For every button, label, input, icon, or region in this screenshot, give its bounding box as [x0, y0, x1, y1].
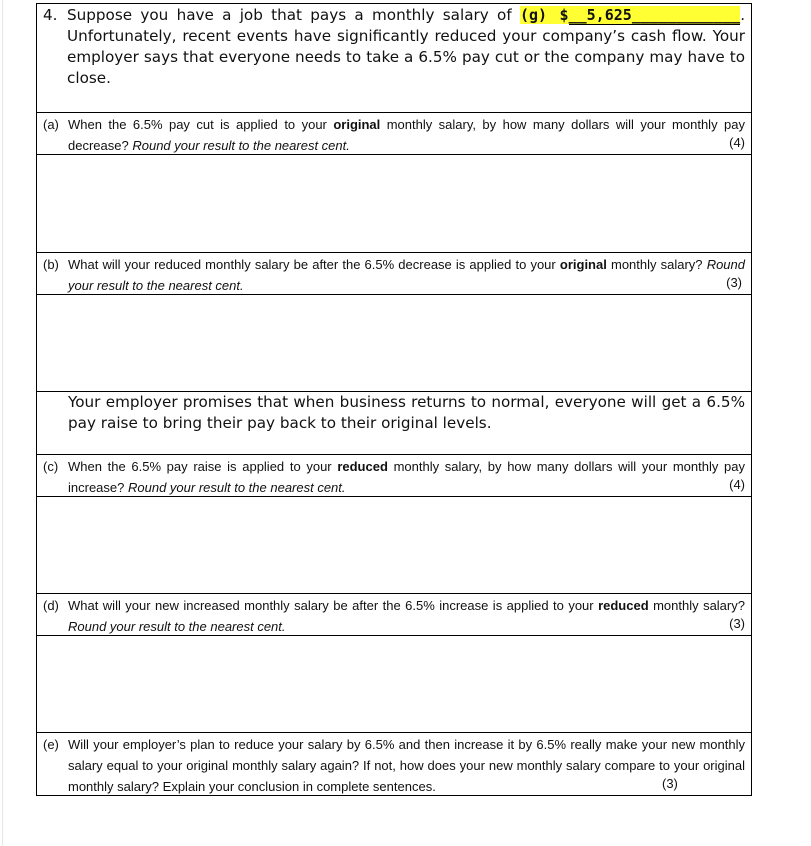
- salary-value: 5,625: [586, 6, 632, 24]
- intro-text-pre: Suppose you have a job that pays a monthly salary of: [67, 6, 512, 24]
- question-number: 4.: [43, 6, 58, 24]
- part-e-points: (3): [662, 776, 678, 791]
- part-a-points: (4): [729, 135, 745, 150]
- part-c-text: When the 6.5% pay raise is applied to your reduced monthly salary, by how many dollars will your monthly pay increase? Round your result to the nearest cent.: [68, 459, 745, 495]
- intro-text-post: . Unfortunately, recent events have significantly reduced your company’s cash flow. Your employer says that everyone needs to take a 6.5% pay cut or the company may have to close.: [67, 6, 746, 87]
- part-a-text: When the 6.5% pay cut is applied to your original monthly salary, by how many dollars will your monthly pay decrease? Round your result to the nearest cent.: [68, 117, 745, 153]
- part-c-points: (4): [729, 477, 745, 492]
- part-b-text: What will your reduced monthly salary be after the 6.5% decrease is applied to your original monthly salary? Round your result to the nearest cent.: [68, 257, 745, 293]
- part-a-answer-box[interactable]: [37, 155, 751, 253]
- question-table: [36, 3, 752, 796]
- question-intro-text: [67, 5, 745, 89]
- raise-statement-text: Your employer promises that when business returns to normal, everyone will get a 6.5% pay raise to bring their pay back to their original levels.: [68, 393, 745, 432]
- part-b-label: (b): [43, 257, 59, 272]
- part-d-answer-box[interactable]: [37, 636, 751, 733]
- page-margin-line: [2, 0, 3, 846]
- question-intro: [37, 4, 751, 113]
- part-b-answer-box[interactable]: [37, 295, 751, 392]
- salary-label: (g) $: [519, 6, 569, 24]
- part-c-prompt: [37, 455, 751, 497]
- part-d-label: (d): [43, 598, 59, 613]
- part-a-label: (a): [43, 117, 59, 132]
- part-e-prompt: [37, 733, 751, 796]
- part-d-text: What will your new increased monthly salary be after the 6.5% increase is applied to your reduced monthly salary? Round your result to the nearest cent.: [68, 598, 745, 634]
- part-e-label: (e): [43, 737, 59, 752]
- part-d-prompt: [37, 594, 751, 636]
- raise-statement: [37, 392, 751, 455]
- part-c-answer-box[interactable]: [37, 497, 751, 594]
- part-b-prompt: [37, 253, 751, 295]
- part-c-label: (c): [43, 459, 59, 474]
- part-b-points: (3): [726, 275, 742, 290]
- part-a-prompt: [37, 113, 751, 155]
- part-d-points: (3): [729, 616, 745, 631]
- salary-highlight: (g) $__5,625____________: [519, 6, 741, 24]
- part-e-text: Will your employer’s plan to reduce your salary by 6.5% and then increase it by 6.5% really make your new monthly salary equal to your original monthly salary again? If not, how does your new monthly salary compare to your original monthly salary? Explain your conclusion in complete sentences.: [68, 737, 745, 794]
